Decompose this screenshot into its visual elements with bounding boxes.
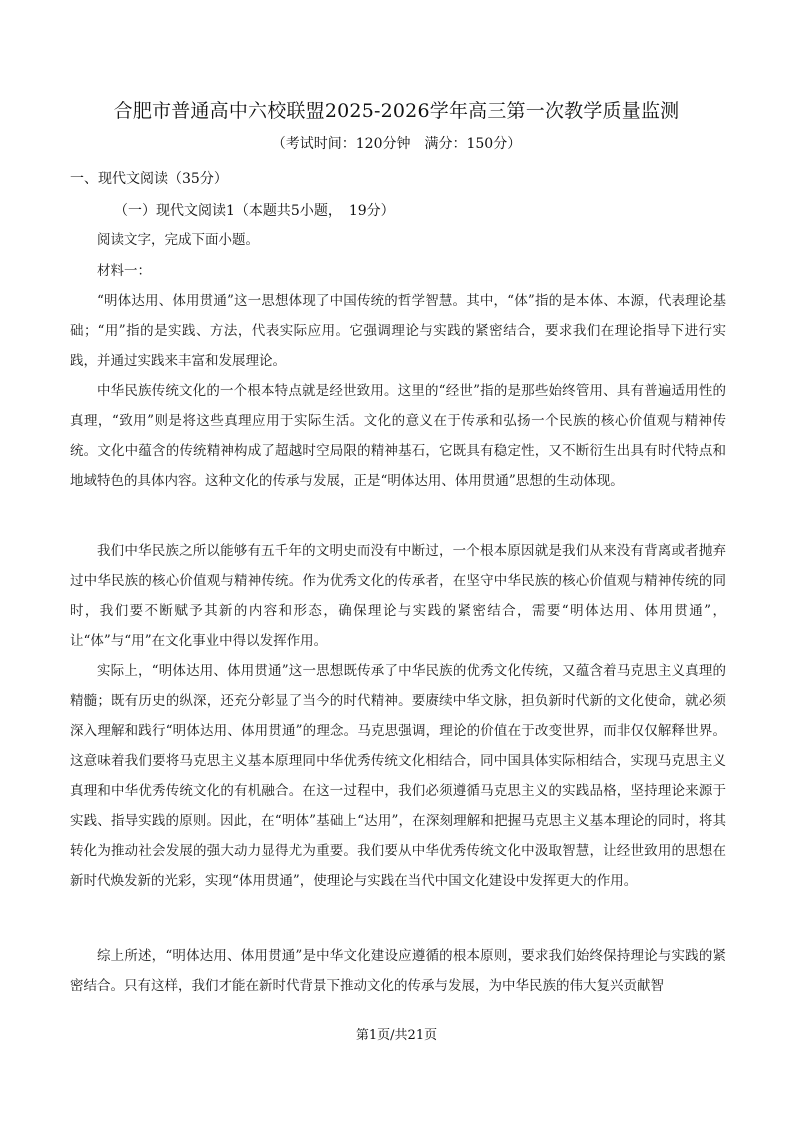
paragraph-4: 实际上，“明体达用、体用贯通”这一思想既传承了中华民族的优秀文化传统，又蕴含着马克思主义真理的精髓；既有历史的纵深，还充分彰显了当今的时代精神。要赓续中华文脉，担负新时代新的文化使命，就必须深入理解和践行“明体达用、体用贯通”的理念。马克思强调，理论的价值在于改变世界，而非仅仅解释世界。这意味着我们要将马克思主义基本原理同中华优秀传统文化相结合，同中国具体实际相结合，实现马克思主义真理和中华优秀传统文化的有机融合。在这一过程中，我们必须遵循马克思主义的实践品格，坚持理论来源于实践、指导实践的原则。因此，在“明体”基础上“达用”，在深刻理解和把握马克思主义基本理论的同时，将其转化为推动社会发展的强大动力显得尤为重要。我们要从中华优秀传统文化中汲取智慧，让经世致用的思想在新时代焕发新的光彩，实现“体用贯通”，使理论与实践在当代中国文化建设中发挥更大的作用。 bbox=[70, 663, 726, 889]
material-label: 材料一： bbox=[97, 263, 151, 279]
section-heading: 一、现代文阅读（35分） bbox=[70, 171, 228, 187]
paragraph-1: “明体达用、体用贯通”这一思想体现了中国传统的哲学智慧。其中，“体”指的是本体、本源，代表理论基础；“用”指的是实践、方法，代表实际应用。它强调理论与实践的紧密结合，要求我们在理论指导下进行实践，并通过实践来丰富和发展理论。 bbox=[70, 293, 726, 369]
page-footer: 第1页/共21页 bbox=[355, 1028, 438, 1043]
paragraph-5: 综上所述，“明体达用、体用贯通”是中华文化建设应遵循的根本原则，要求我们始终保持理论与实践的紧密结合。只有这样，我们才能在新时代背景下推动文化的传承与发展，为中华民族的伟大复兴贡献智 bbox=[70, 948, 726, 994]
paragraph-2: 中华民族传统文化的一个根本特点就是经世致用。这里的“经世”指的是那些始终管用、具有普遍适用性的真理，“致用”则是将这些真理应用于实际生活。文化的意义在于传承和弘扬一个民族的核心价值观与精神传统。文化中蕴含的传统精神构成了超越时空局限的精神基石，它既具有稳定性，又不断衍生出具有时代特点和地域特色的具体内容。这种文化的传承与发展，正是“明体达用、体用贯通”思想的生动体现。 bbox=[70, 383, 726, 489]
exam-title: 合肥市普通高中六校联盟2025-2026学年高三第一次教学质量监测 bbox=[113, 100, 680, 122]
subsection-heading: （一）现代文阅读1（本题共5小题， 19分） bbox=[114, 203, 395, 219]
exam-subtitle: （考试时间：120分钟 满分：150分） bbox=[271, 136, 522, 152]
paragraph-3: 我们中华民族之所以能够有五千年的文明史而没有中断过，一个根本原因就是我们从来没有背离或者抛弃过中华民族的核心价值观与精神传统。作为优秀文化的传承者，在坚守中华民族的核心价值观与精神传统的同时，我们要不断赋予其新的内容和形态，确保理论与实践的紧密结合，需要“明体达用、体用贯通”，让“体”与“用”在文化事业中得以发挥作用。 bbox=[70, 543, 726, 649]
reading-instruction: 阅读文字，完成下面小题。 bbox=[97, 232, 259, 248]
